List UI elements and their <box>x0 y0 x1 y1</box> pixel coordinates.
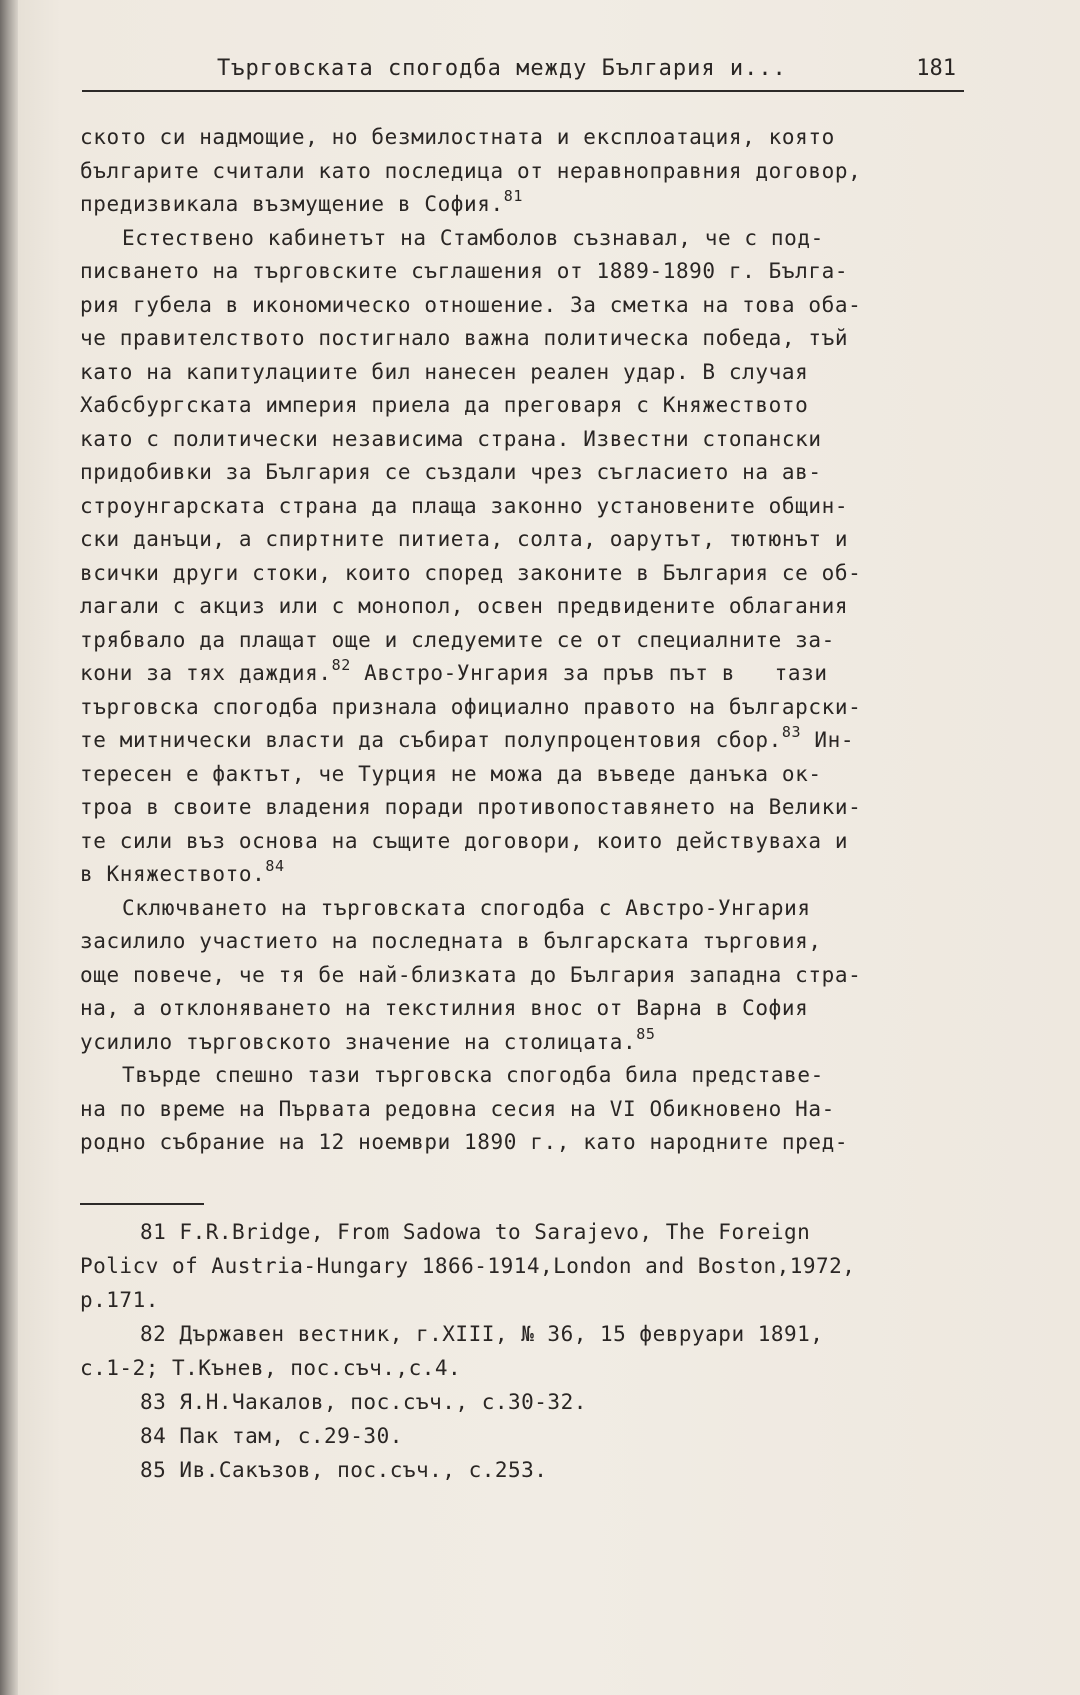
footnote-ref: 82 <box>331 656 351 674</box>
text-line: усилило търговското значение на столицата.$^{85}$ <box>80 1024 656 1054</box>
text-line: Сключването на търговската спогодба с Австро-Унгария <box>122 895 811 920</box>
footnote-line: Policv of Austria-Hungary 1866-1914,London and Boston,1972, <box>80 1254 856 1278</box>
footnote-separator <box>80 1203 204 1205</box>
running-header <box>82 56 964 92</box>
text-line: Твърде спешно тази търговска спогодба била представе- <box>122 1063 824 1087</box>
text-line: още повече, че тя бе най-близката до България западна стра- <box>80 962 862 987</box>
footnote-line: 84 Пак там, с.29-30. <box>140 1424 403 1448</box>
text-line: придобивки за България се създали чрез съгласието на ав- <box>80 460 822 484</box>
main-text <box>80 121 990 1160</box>
text-line: в Княжеството.$^{84}$ <box>80 857 285 886</box>
text-line: на по време на Първата редовна сесия на VI Обикновено На- <box>80 1096 835 1121</box>
footnote-line: 85 Ив.Сакъзов, пос.съч., с.253. <box>140 1458 548 1482</box>
text-line: ски данъци, а спиртните питиета, солта, оарутът, тютюнът и <box>80 527 849 551</box>
text-line: троа в своите владения поради противопоставянето на Велики- <box>80 795 862 819</box>
footnote-ref: 83 <box>781 723 802 741</box>
footnote-ref: 81 <box>503 187 524 205</box>
text-line: засилило участието на последната в българската търговия, <box>80 929 822 953</box>
text-line: писването на търговските съглашения от 1889-1890 г. Бълга- <box>80 259 849 283</box>
text-line: Естествено кабинетът на Стамболов съзнавал, че с под- <box>122 225 824 250</box>
footnote-line: 81 F.R.Bridge, From Sadowa to Sarajevo, The Foreign <box>140 1220 811 1244</box>
footnote-ref: 84 <box>265 857 285 875</box>
text-line: всички други стоки, които според законите в България се об- <box>80 560 862 585</box>
text-line: те митнически власти да събират полупроцентовия сбор.$^{83}$ Ин- <box>80 723 855 752</box>
text-line: Хабсбургската империя приела да преговаря с Княжеството <box>80 393 809 417</box>
footnote-line: 83 Я.Н.Чакалов, пос.съч., с.30-32. <box>140 1390 587 1414</box>
text-line: родно събрание на 12 ноември 1890 г., като народните пред- <box>80 1130 849 1154</box>
text-line: ското си надмощие, но безмилостната и експлоатация, която <box>80 125 835 149</box>
footnotes <box>80 1215 990 1487</box>
footnote-ref: 85 <box>636 1024 656 1043</box>
text-line: тересен е фактът, че Турция не можа да въведе данъка ок- <box>80 761 822 786</box>
text-line: лагали с акциз или с монопол, освен предвидените облагания <box>80 594 849 618</box>
text-line: че правителството постигнало важна политическа победа, тъй <box>80 326 849 350</box>
footnote-line: 82 Държавен вестник, г.XIII, № 36, 15 февруари 1891, <box>140 1322 824 1346</box>
footnote-line: с.1-2; Т.Кънев, пос.съч.,с.4. <box>80 1356 462 1380</box>
text-line: на, а отклоняването на текстилния внос от Варна в София <box>80 996 809 1020</box>
text-line: те сили въз основа на същите договори, които действуваха и <box>80 828 849 853</box>
text-line: като на капитулациите бил нанесен реален удар. В случая <box>80 359 809 384</box>
text-line: предизвикала възмущение в София.$^{81}$ <box>80 187 524 216</box>
text-line: търговска спогодба признала официално правото на български- <box>80 694 862 719</box>
text-line: строунгарската страна да плаща законно установените общин- <box>80 493 849 518</box>
text-line: като с политически независима страна. Известни стопански <box>80 426 822 451</box>
footnote-line: p.171. <box>80 1288 159 1312</box>
text-line: кони за тях даждия.$^{82}$ Австро-Унгария за пръв път в тази <box>80 656 828 685</box>
text-line: трябвало да плащат още и следуемите се от специалните за- <box>80 627 835 652</box>
book-spine-shadow <box>0 0 18 1695</box>
text-line: българите считали като последица от неравноправния договор, <box>80 158 862 183</box>
page-number: 181 <box>916 56 956 81</box>
running-title: Търговската спогодба между България и... <box>217 56 787 81</box>
text-line: рия губела в икономическо отношение. За сметка на това оба- <box>80 292 862 317</box>
